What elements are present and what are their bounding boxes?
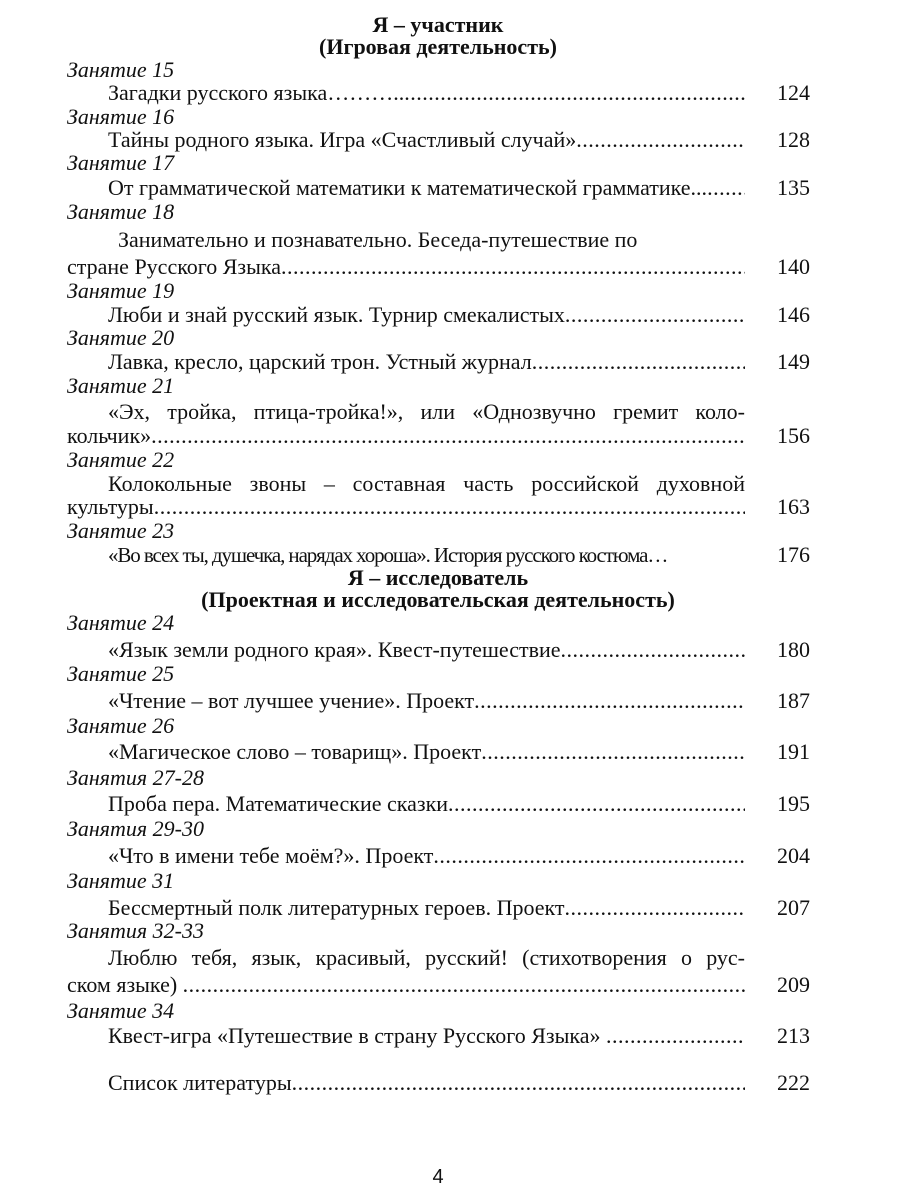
dot-leader <box>565 895 745 921</box>
toc-entry[interactable] <box>67 972 745 998</box>
dot-leader <box>281 254 745 280</box>
lesson-label: Занятие 23 <box>67 518 175 543</box>
entry-title: кольчик» <box>67 423 152 448</box>
page-ref: 207 <box>777 895 810 920</box>
page-ref: 209 <box>777 972 810 997</box>
toc-entry[interactable] <box>67 494 745 520</box>
page-ref: 187 <box>777 688 810 713</box>
lesson-label: Занятие 34 <box>67 998 175 1023</box>
page-ref: 213 <box>777 1023 810 1048</box>
dot-leader <box>565 302 745 328</box>
page-ref: 180 <box>777 637 810 662</box>
entry-title: ском языке) <box>67 972 183 997</box>
lesson-label: Занятия 29-30 <box>67 816 204 841</box>
toc-entry[interactable] <box>108 1023 745 1049</box>
page-ref: 128 <box>777 127 810 152</box>
page-number: 4 <box>432 1166 444 1188</box>
lesson-label: Занятие 15 <box>67 57 175 82</box>
page-ref: 222 <box>777 1070 810 1095</box>
entry-title: Список литературы <box>108 1070 292 1095</box>
page-ref: 146 <box>777 302 810 327</box>
lesson-label: Занятие 18 <box>67 199 175 224</box>
lesson-label: Занятие 31 <box>67 868 175 893</box>
entry-title: От грамматической математики к математической грамматике... <box>108 175 708 200</box>
entry-title: стране Русского Языка <box>67 254 282 279</box>
lesson-label: Занятие 22 <box>67 447 175 472</box>
entry-title: «Магическое слово – товарищ». Проект <box>108 739 482 764</box>
dot-leader <box>404 80 745 106</box>
toc-entry[interactable] <box>108 302 745 328</box>
entry-title-line: Колокольные звоны – составная часть российской духовной <box>108 471 745 496</box>
lesson-label: Занятие 19 <box>67 278 175 303</box>
dot-leader <box>576 127 745 153</box>
dot-leader <box>561 637 745 663</box>
entry-title: Квест-игра «Путешествие в страну Русского Языка» <box>108 1023 606 1048</box>
entry-title: Люби и знай русский язык. Турнир смекалистых <box>108 302 565 327</box>
entry-title-line: Люблю тебя, язык, красивый, русский! (стихотворения о рус- <box>108 945 745 970</box>
toc-entry[interactable] <box>108 791 745 817</box>
dot-leader <box>292 1070 745 1096</box>
toc-entry[interactable] <box>108 739 745 765</box>
dot-leader <box>433 843 745 869</box>
toc-entry[interactable] <box>67 254 745 280</box>
page-ref: 124 <box>777 80 810 105</box>
lesson-label: Занятие 25 <box>67 661 175 686</box>
lesson-label: Занятия 32-33 <box>67 918 204 943</box>
dot-leader <box>481 739 745 765</box>
entry-title-line: Занимательно и познавательно. Беседа-путешествие по <box>118 227 638 252</box>
dot-leader <box>606 1023 745 1049</box>
page-ref: 191 <box>777 739 810 764</box>
page-ref: 135 <box>777 175 810 200</box>
lesson-label: Занятие 16 <box>67 104 175 129</box>
entry-title: Тайны родного языка. Игра «Счастливый случай» <box>108 127 577 152</box>
toc-entry[interactable] <box>108 349 745 375</box>
lesson-label: Занятие 20 <box>67 325 175 350</box>
page-ref: 163 <box>777 494 810 519</box>
page-ref: 204 <box>777 843 810 868</box>
entry-title: Загадки русского языка……….. <box>108 80 405 105</box>
entry-title: «Во всех ты, душечка, нарядах хороша». История русского костюма… <box>108 543 668 567</box>
dot-leader <box>532 349 745 375</box>
entry-title: «Что в имени тебе моём?». Проект <box>108 843 434 868</box>
entry-title: «Язык земли родного края». Квест-путешествие <box>108 637 561 662</box>
page-ref: 195 <box>777 791 810 816</box>
entry-title: «Чтение – вот лучшее учение». Проект <box>108 688 475 713</box>
dot-leader <box>707 175 745 201</box>
lesson-label: Занятие 21 <box>67 373 175 398</box>
entry-title: Проба пера. Математические сказки <box>108 791 449 816</box>
page-ref: 140 <box>777 254 810 279</box>
toc-entry[interactable] <box>108 80 745 106</box>
dot-leader <box>151 423 745 449</box>
toc-entry-bibliography[interactable] <box>108 1070 745 1096</box>
section-title: Я – исследователь <box>347 565 529 590</box>
toc-entry[interactable] <box>108 175 745 201</box>
toc-entry[interactable] <box>108 127 745 153</box>
page-ref: 176 <box>777 542 810 567</box>
entry-title-line: «Эх, тройка, птица-тройка!», или «Однозвучно гремит коло- <box>108 399 745 424</box>
lesson-label: Занятие 24 <box>67 610 175 635</box>
toc-entry[interactable] <box>108 688 745 714</box>
section-title: Я – участник <box>372 12 504 37</box>
lesson-label: Занятие 17 <box>67 150 175 175</box>
section-subtitle: (Проектная и исследовательская деятельность) <box>201 587 675 612</box>
dot-leader <box>474 688 745 714</box>
entry-title: Лавка, кресло, царский трон. Устный журнал <box>108 349 532 374</box>
dot-leader <box>154 494 745 520</box>
lesson-label: Занятие 26 <box>67 713 175 738</box>
entry-title: Бессмертный полк литературных героев. Проект <box>108 895 565 920</box>
toc-entry[interactable] <box>108 637 745 663</box>
dot-leader <box>183 972 745 998</box>
dot-leader <box>448 791 745 817</box>
toc-entry[interactable] <box>108 843 745 869</box>
page-ref: 149 <box>777 349 810 374</box>
section-subtitle: (Игровая деятельность) <box>319 34 557 59</box>
toc-entry[interactable] <box>67 423 745 449</box>
page-ref: 156 <box>777 423 810 448</box>
entry-title: культуры <box>67 494 154 519</box>
lesson-label: Занятия 27-28 <box>67 765 204 790</box>
